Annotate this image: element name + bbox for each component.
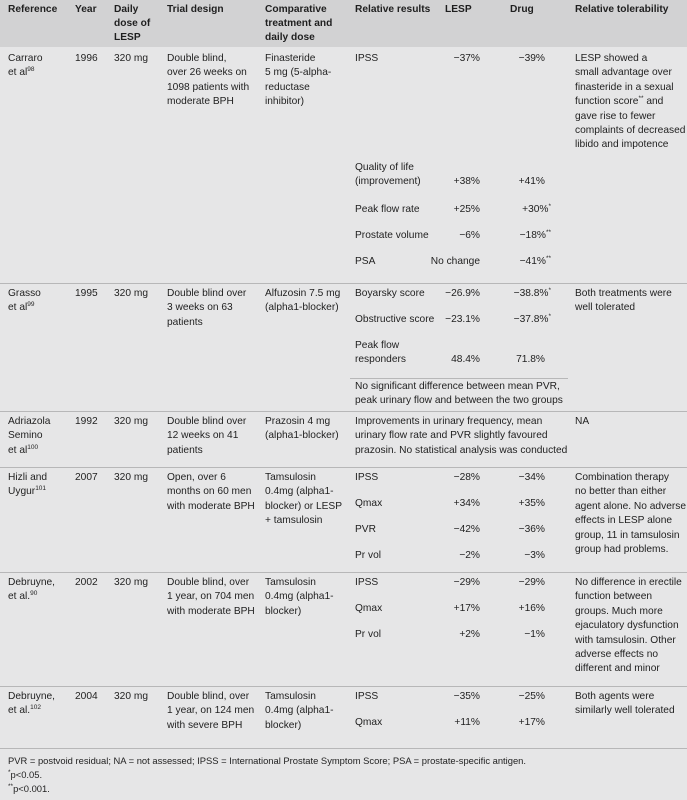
trial-design-line: Double blind, over <box>167 691 250 702</box>
lesp-value: −29% <box>453 577 480 588</box>
drug-value: +41% <box>518 176 545 188</box>
reference-line: Carraro <box>8 53 43 64</box>
relative-tolerability-line: group, 11 in tamsulosin <box>575 529 680 541</box>
results-note-line: Improvements in urinary frequency, mean <box>355 416 543 427</box>
row-divider <box>0 411 687 412</box>
trial-design-line: Double blind, over <box>167 577 250 588</box>
year: 2002 <box>75 577 98 588</box>
comparative-treatment-line: blocker) <box>265 719 302 731</box>
relative-tolerability-line: LESP showed a <box>575 53 648 64</box>
result-label-line: (improvement) <box>355 176 421 188</box>
drug-value: −37.8%* <box>513 313 551 325</box>
trial-design-line: with moderate BPH <box>167 605 255 617</box>
results-note-line: urinary flow rate and PVR slightly favoured <box>355 430 548 442</box>
comparative-treatment-line: Alfuzosin 7.5 mg <box>265 288 341 299</box>
trial-design-line: 12 weeks on 41 <box>167 430 239 442</box>
reference-citation: 101 <box>35 485 47 493</box>
trial-design-line: Double blind over <box>167 416 247 427</box>
result-label-line: Qmax <box>355 498 383 509</box>
result-label-line: Pr vol <box>355 550 382 561</box>
result-label-line: Qmax <box>355 717 383 728</box>
drug-value: −25% <box>518 691 545 702</box>
relative-tolerability-line: Combination therapy <box>575 472 670 483</box>
reference-citation: 99 <box>27 301 35 309</box>
header-relative-results: Relative results <box>355 4 431 15</box>
trial-design-line: 1 year, on 704 men <box>167 591 255 603</box>
relative-tolerability <box>575 287 672 316</box>
reference-line: Uygur$^{101}$ <box>8 485 47 498</box>
reference-citation: 100 <box>27 443 39 451</box>
trial-design-line: with moderate BPH <box>167 500 255 512</box>
drug-value: −29% <box>518 577 545 588</box>
comparative-treatment-line: 5 mg (5-alpha- <box>265 67 332 79</box>
relative-tolerability-line: well tolerated <box>575 302 636 314</box>
year: 2007 <box>75 472 98 483</box>
comparative-treatment-line: Tamsulosin <box>265 691 316 702</box>
reference-line: Grasso <box>8 288 41 299</box>
daily-dose: 320 mg <box>114 416 148 427</box>
reference-line: Debruyne, <box>8 577 56 588</box>
lesp-value: −42% <box>453 524 480 535</box>
trial-design-line: Double blind, <box>167 53 227 64</box>
comparative-treatment-line: reductase <box>265 81 310 93</box>
trial-design-line: patients <box>167 316 203 328</box>
note-divider <box>350 378 568 379</box>
table-header <box>0 0 687 47</box>
significance-mark: ** <box>638 95 644 103</box>
result-label-line: IPSS <box>355 53 379 64</box>
drug-value: −39% <box>518 53 545 64</box>
significance-mark: ** <box>545 255 551 262</box>
relative-tolerability-line: libido and impotence <box>575 139 669 151</box>
lesp-value: −23.1% <box>445 314 480 325</box>
result-label-line: IPSS <box>355 472 379 483</box>
lesp-value: +38% <box>453 176 480 188</box>
year: 1996 <box>75 53 98 64</box>
result-label-line: IPSS <box>355 691 379 702</box>
year: 2004 <box>75 691 98 702</box>
daily-dose: 320 mg <box>114 691 148 702</box>
results-note-line: prazosin. No statistical analysis was conducted <box>355 444 568 456</box>
results-note-line: peak urinary flow and between the two groups <box>355 395 563 407</box>
drug-value: +17% <box>518 717 545 728</box>
year: 1992 <box>75 416 98 427</box>
result-label-line: Peak flow rate <box>355 204 420 215</box>
lesp-value: No change <box>430 256 480 267</box>
result-label-line: IPSS <box>355 577 379 588</box>
trial-design-line: months on 60 men <box>167 486 252 498</box>
comparative-treatment-line: blocker) <box>265 605 302 617</box>
reference-line: Semino <box>8 430 43 442</box>
daily-dose: 320 mg <box>114 53 148 64</box>
drug-value: −3% <box>524 550 545 561</box>
reference-line: et al.$^{90}$ <box>8 590 38 603</box>
significance-mark: * <box>548 203 551 210</box>
drug-value: −36% <box>518 524 545 535</box>
reference-line: Adriazola <box>8 416 51 427</box>
header-daily-dose: Daily dose of LESP <box>114 4 151 43</box>
trial-design-line: Open, over 6 <box>167 472 226 483</box>
lesp-value: −37% <box>453 53 480 64</box>
relative-tolerability-line: gave rise to fewer <box>575 110 656 122</box>
comparative-treatment-line: blocker) or LESP <box>265 500 343 512</box>
relative-tolerability-line: adverse effects no <box>575 649 659 661</box>
result-label-line: Obstructive score <box>355 314 435 325</box>
result-label-line: Qmax <box>355 603 383 614</box>
result-label-line: Quality of life <box>355 162 414 173</box>
relative-tolerability-line: similarly well tolerated <box>575 705 675 717</box>
header-tolerability: Relative tolerability <box>575 4 669 15</box>
relative-tolerability-line: function score** and <box>575 95 664 108</box>
relative-tolerability <box>575 690 675 719</box>
significance-mark: * <box>548 287 551 294</box>
header-drug: Drug <box>510 4 534 15</box>
relative-tolerability-line: effects in LESP alone <box>575 515 673 527</box>
comparative-treatment-line: + tamsulosin <box>265 515 323 527</box>
results-note <box>355 380 563 409</box>
header-reference: Reference <box>8 4 58 15</box>
significance-mark: ** <box>545 229 551 236</box>
relative-tolerability-line: different and minor <box>575 663 660 675</box>
relative-tolerability-line: complaints of decreased <box>575 125 686 137</box>
row-divider <box>0 686 687 687</box>
trial-design-line: 1098 patients with <box>167 81 250 93</box>
drug-value: −41%** <box>519 255 551 267</box>
footnote-p005: *p<0.05. <box>8 769 43 780</box>
relative-tolerability-line: No difference in erectile <box>575 577 682 588</box>
result-label-line: Prostate volume <box>355 230 429 241</box>
trial-design-line: 1 year, on 124 men <box>167 705 255 717</box>
row-divider <box>0 467 687 468</box>
drug-value: +35% <box>518 498 545 509</box>
reference-line: Hizli and <box>8 472 48 483</box>
trial-design-line: moderate BPH <box>167 96 234 108</box>
header-trial-design: Trial design <box>167 4 224 15</box>
relative-tolerability-line: finasteride in a sexual <box>575 81 674 93</box>
lesp-value: +25% <box>453 204 480 215</box>
result-label-line: Peak flow <box>355 340 400 351</box>
footnote-p0001: **p<0.001. <box>8 783 50 794</box>
row-divider <box>0 748 687 749</box>
reference-line: et $al^{98}$ <box>8 66 35 79</box>
lesp-value: −2% <box>459 550 480 561</box>
drug-value: +30%* <box>522 203 551 215</box>
relative-tolerability <box>575 52 685 153</box>
result-label-line: Boyarsky score <box>355 288 425 299</box>
comparative-treatment-line: Tamsulosin <box>265 472 316 483</box>
lesp-value: +11% <box>454 717 480 728</box>
lesp-value: −35% <box>453 691 480 702</box>
daily-dose: 320 mg <box>114 288 148 299</box>
relative-tolerability-line: group had problems. <box>575 544 669 556</box>
relative-tolerability <box>575 471 686 557</box>
reference-line: et al.$^{102}$ <box>8 704 41 717</box>
footnote-mark: ** <box>8 783 14 790</box>
drug-value: −34% <box>518 472 545 483</box>
lesp-value: −6% <box>459 230 480 241</box>
comparative-treatment-line: 0.4mg (alpha1- <box>265 591 334 603</box>
drug-value: −38.8%* <box>513 287 551 299</box>
relative-tolerability-line: groups. Much more <box>575 605 663 617</box>
comparative-treatment-line: Tamsulosin <box>265 577 316 588</box>
lesp-value: +17% <box>453 603 480 614</box>
relative-tolerability-line: Both agents were <box>575 691 655 702</box>
results-note-line: No significant difference between mean PVR, <box>355 381 560 392</box>
drug-value: 71.8% <box>516 354 545 366</box>
relative-tolerability-line: Both treatments were <box>575 288 672 299</box>
relative-tolerability-line: with tamsulosin. Other <box>575 634 676 646</box>
trial-design-line: Double blind over <box>167 288 247 299</box>
results-note <box>355 415 567 458</box>
header-year: Year <box>75 4 97 15</box>
reference-line: Debruyne, <box>8 691 56 702</box>
footnote-mark: * <box>8 769 11 776</box>
daily-dose: 320 mg <box>114 577 148 588</box>
reference-line: et $al^{99}$ <box>8 301 35 314</box>
drug-value: −1% <box>524 629 545 640</box>
year: 1995 <box>75 288 98 299</box>
drug-value: +16% <box>518 603 545 614</box>
trial-design-line: 3 weeks on 63 <box>167 302 233 314</box>
trial-design-line: over 26 weeks on <box>167 67 247 79</box>
lesp-value: −26.9% <box>445 288 480 299</box>
lesp-value: +34% <box>453 498 480 509</box>
reference <box>8 415 50 458</box>
comparative-treatment-line: (alpha1-blocker) <box>265 302 339 314</box>
relative-tolerability-line: ejaculatory dysfunction <box>575 620 679 632</box>
relative-tolerability-line: NA <box>575 416 590 427</box>
header-comparative: Comparative treatment and daily dose <box>265 4 333 43</box>
relative-tolerability <box>575 576 682 677</box>
result-label-line: PVR <box>355 524 376 535</box>
reference-citation: 102 <box>30 704 41 712</box>
relative-tolerability-line: no better than either <box>575 486 667 498</box>
comparative-treatment-line: Finasteride <box>265 53 316 64</box>
drug-value: −18%** <box>519 229 551 241</box>
significance-mark: * <box>548 313 551 320</box>
trial-design-line: patients <box>167 444 203 456</box>
result-label-line: Pr vol <box>355 629 382 640</box>
result-label-line: responders <box>355 354 406 366</box>
lesp-value: 48.4% <box>451 354 480 366</box>
comparative-treatment-line: 0.4mg (alpha1- <box>265 705 334 717</box>
relative-tolerability-line: agent alone. No adverse <box>575 500 687 512</box>
row-divider <box>0 572 687 573</box>
comparative-treatment-line: 0.4mg (alpha1- <box>265 486 334 498</box>
reference-citation: 90 <box>30 590 38 598</box>
daily-dose: 320 mg <box>114 472 148 483</box>
result-label-line: PSA <box>355 256 376 267</box>
trial-design <box>167 415 246 458</box>
relative-tolerability <box>575 415 589 429</box>
lesp-value: −28% <box>453 472 480 483</box>
lesp-value: +2% <box>459 629 480 640</box>
trial-design-line: with severe BPH <box>167 719 243 731</box>
header-lesp: LESP <box>445 4 472 15</box>
reference-citation: 98 <box>27 66 35 74</box>
relative-tolerability-line: small advantage over <box>575 67 672 79</box>
relative-tolerability-line: function between <box>575 591 653 603</box>
reference-line: et $al^{100}$ <box>8 443 39 456</box>
row-divider <box>0 283 687 284</box>
footnote-abbreviations: PVR = postvoid residual; NA = not assessed; IPSS = International Prostate Symptom Score; PSA = prostate-specific antigen. <box>8 755 526 766</box>
comparative-treatment-line: (alpha1-blocker) <box>265 430 339 442</box>
comparative-treatment-line: inhibitor) <box>265 96 305 108</box>
comparative-treatment-line: Prazosin 4 mg <box>265 416 331 427</box>
comparative-treatment <box>265 415 339 444</box>
